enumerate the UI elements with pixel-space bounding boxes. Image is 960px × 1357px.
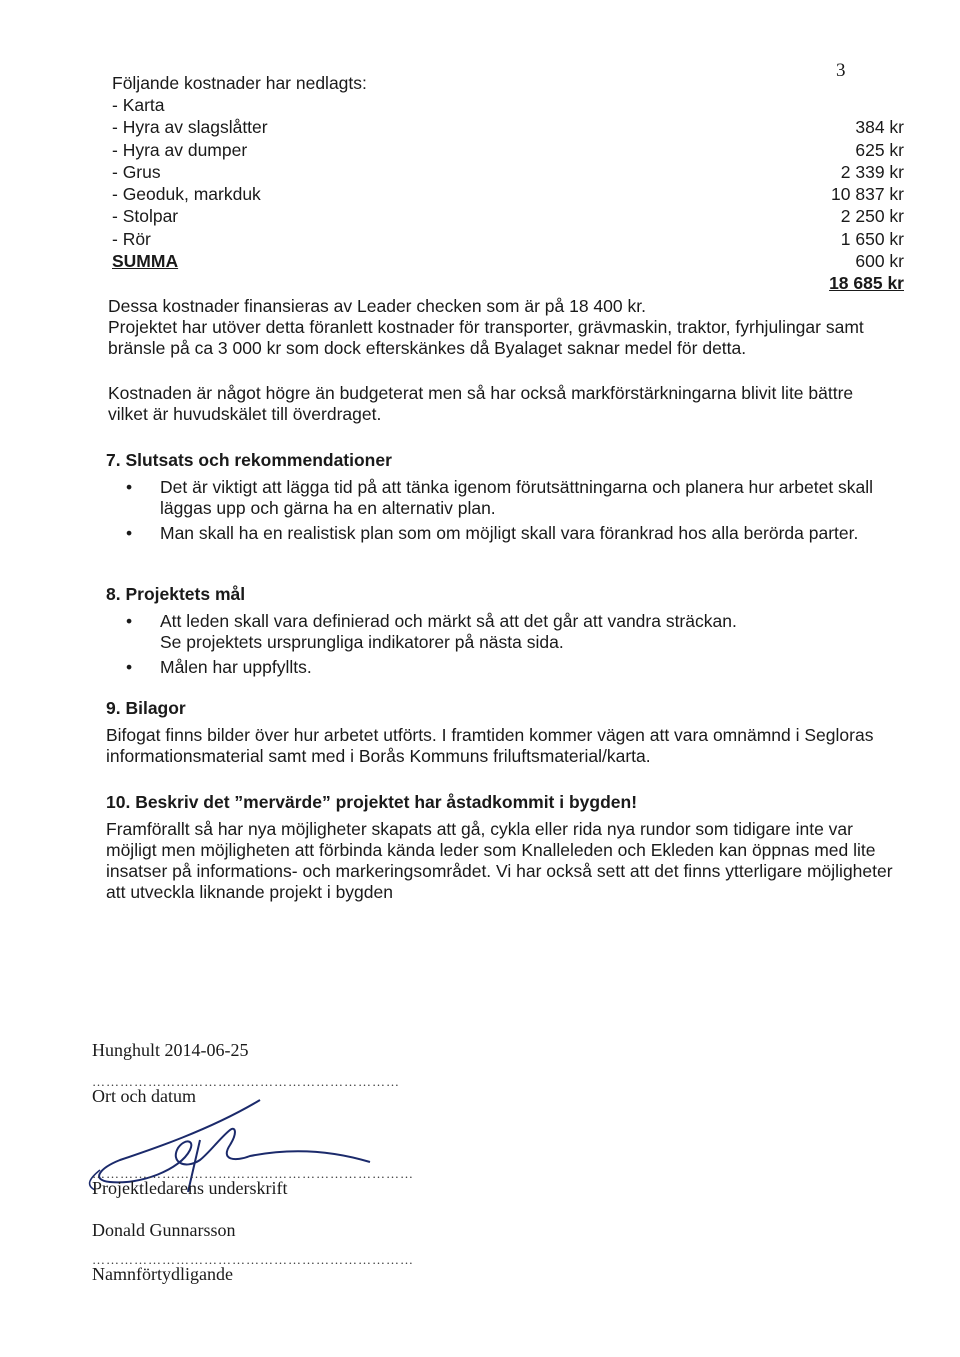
costs-intro: Följande kostnader har nedlagts: <box>112 73 367 93</box>
signature-label: Projektledarens underskrift <box>92 1178 288 1198</box>
dotted-line: ………………………………………………………… <box>92 1074 400 1089</box>
section-heading: 8. Projektets mål <box>106 584 246 604</box>
sum-label: SUMMA <box>112 251 179 272</box>
list-item <box>106 477 896 519</box>
section-heading: 7. Slutsats och rekommendationer <box>106 450 392 470</box>
dotted-line: …………………………………………………………… <box>92 1166 414 1181</box>
cost-label: - Karta <box>112 95 165 115</box>
bullet-icon: • <box>126 657 133 677</box>
financing-paragraph: Dessa kostnader finansieras av Leader checken som är på 18 400 kr. <box>108 296 646 316</box>
place-date: Hunghult 2014-06-25 <box>92 1040 249 1060</box>
name-clarification-label: Namnförtydligande <box>92 1264 233 1284</box>
list-item <box>106 657 896 678</box>
bullet-list <box>106 611 896 678</box>
overrun-block <box>108 383 888 425</box>
list-item-text: Att leden skall vara definierad och märkt så att det går att vandra sträckan. <box>160 611 737 631</box>
cost-label: - Stolpar <box>112 206 179 227</box>
signer-name: Donald Gunnarsson <box>92 1220 236 1240</box>
cost-amount: 2 339 kr <box>840 161 904 182</box>
bullet-list <box>106 477 896 544</box>
extra-costs-paragraph: Projektet har utöver detta föranlett kostnader för transporter, grävmaskin, traktor, fyrhjulingar samt bränsle på ca 3 000 kr som dock efterskänkes då Byalaget saknar medel för detta. <box>108 317 864 358</box>
cost-label: - Rör <box>112 228 151 249</box>
section-text: Bifogat finns bilder över hur arbetet utförts. I framtiden kommer vägen att vara omnämnd i Segloras informationsmaterial samt med i Borås Kommuns friluftsmaterial/karta. <box>106 725 874 766</box>
bullet-icon: • <box>126 477 133 497</box>
place-date-label: Ort och datum <box>92 1086 196 1106</box>
list-item <box>106 523 896 544</box>
section-goals <box>106 584 896 682</box>
cost-amount: 2 250 kr <box>840 206 904 227</box>
overrun-paragraph: Kostnaden är något högre än budgeterat men så har också markförstärkningarna blivit lite bättre vilket är huvudskälet till överdraget. <box>108 383 854 424</box>
cost-label: - Grus <box>112 161 161 182</box>
section-conclusions <box>106 450 896 548</box>
financing-block <box>108 296 888 359</box>
section-heading: 10. Beskriv det ”mervärde” projektet har åstadkommit i bygden! <box>106 792 638 812</box>
cost-amount: 1 650 kr <box>840 228 904 249</box>
bullet-icon: • <box>126 523 133 543</box>
cost-label: - Hyra av dumper <box>112 139 248 160</box>
dotted-line: …………………………………………………………… <box>92 1252 414 1267</box>
cost-sum-row <box>112 250 904 294</box>
page-number: 3 <box>836 60 846 81</box>
cost-label: - Hyra av slagslåtter <box>112 117 268 138</box>
list-item-text: Målen har uppfyllts. <box>160 657 312 677</box>
list-item-note: Se projektets ursprungliga indikatorer på nästa sida. <box>160 632 564 652</box>
cost-label: - Geoduk, markduk <box>112 184 261 205</box>
section-text: Framförallt så har nya möjligheter skapats att gå, cykla eller rida nya rundor som tidigare inte var möjligt men möjligheten att förbinda kända leder som Knalleleden och Ekleden kan öppnas med lite insatser på informations- och markeringsområdet. Vi har också sett att det finns ytterligare möjligheter att utveckla liknande projekt i bygden <box>106 819 893 902</box>
cost-section <box>112 72 904 294</box>
cost-amount: 625 kr <box>855 139 904 160</box>
cost-list <box>112 94 904 294</box>
cost-amount: 600 kr <box>855 251 904 272</box>
section-added-value <box>106 792 896 903</box>
cost-amount: 10 837 kr <box>831 184 904 205</box>
bullet-icon: • <box>126 611 133 631</box>
cost-amount: 384 kr <box>855 117 904 138</box>
list-item-text: Man skall ha en realistisk plan som om möjligt skall vara förankrad hos alla berörda parter. <box>160 523 859 543</box>
list-item <box>106 611 896 653</box>
list-item-text: Det är viktigt att lägga tid på att tänka igenom förutsättningarna och planera hur arbetet skall läggas upp och gärna ha en alternativ plan. <box>160 477 874 518</box>
sum-amount: 18 685 kr <box>829 273 904 294</box>
section-attachments <box>106 698 896 767</box>
section-heading: 9. Bilagor <box>106 698 186 718</box>
